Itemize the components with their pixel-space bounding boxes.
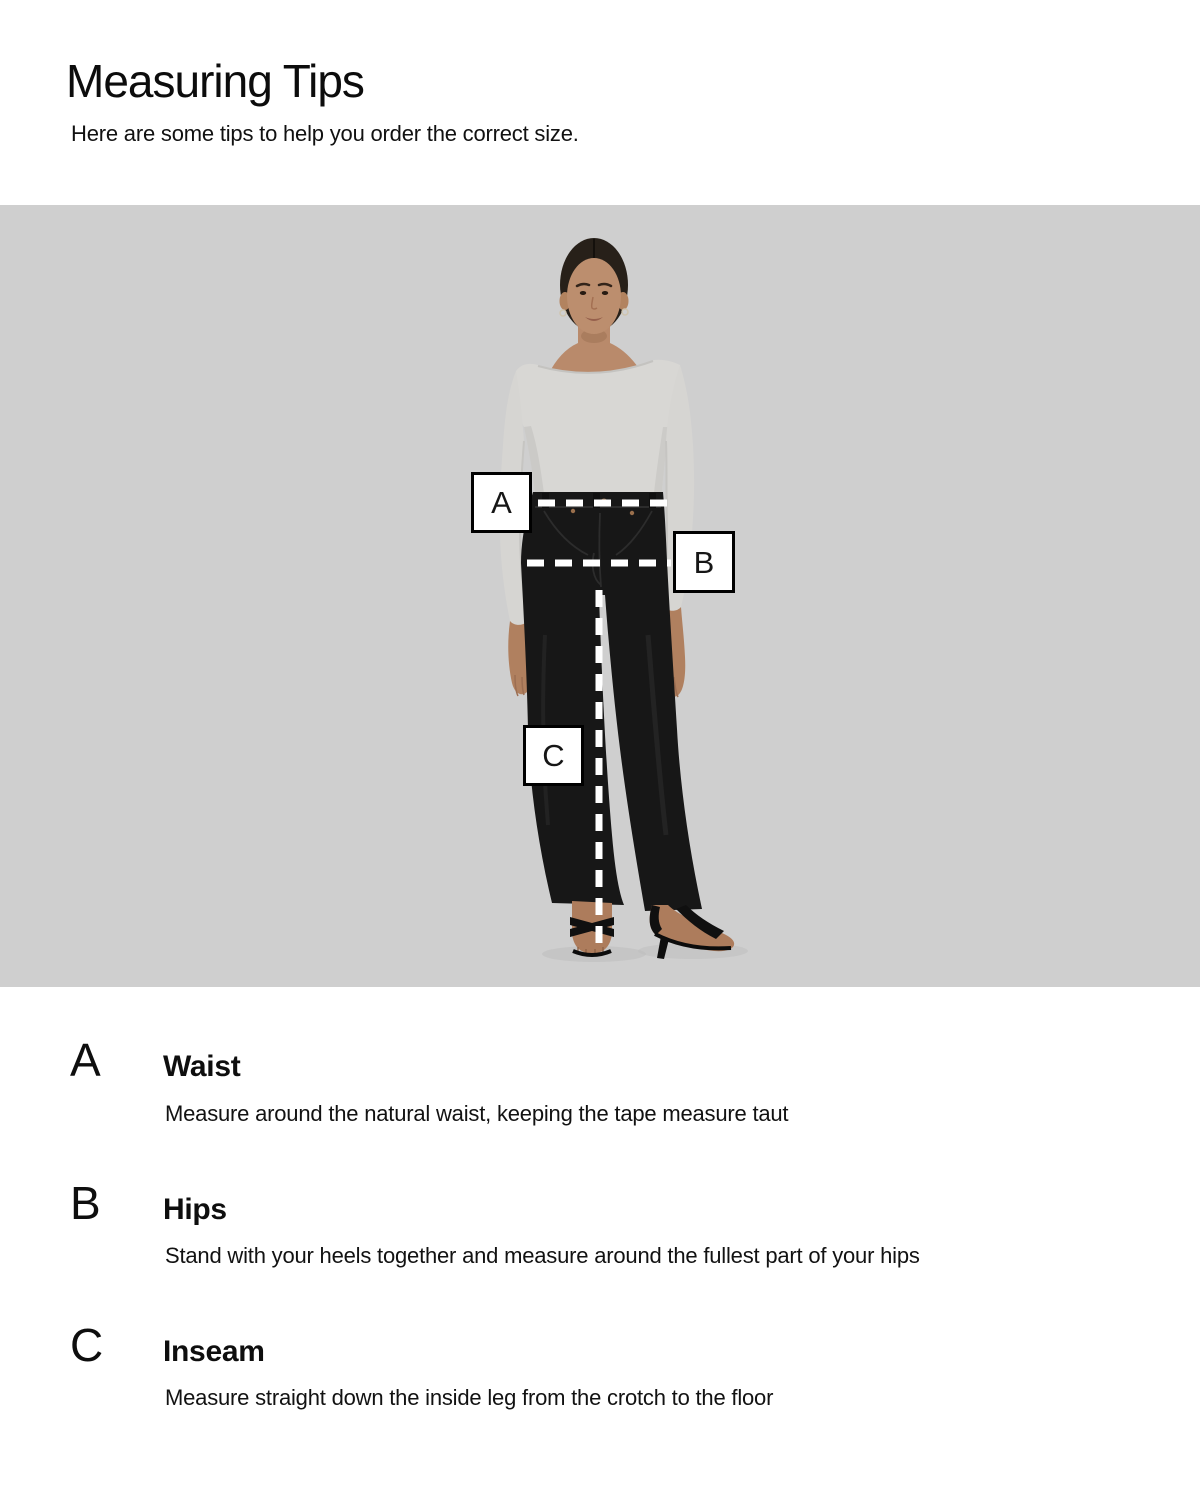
tip-name: Waist bbox=[163, 1050, 241, 1083]
right-eye bbox=[602, 291, 608, 295]
tip-name: Hips bbox=[163, 1193, 227, 1226]
model-illustration bbox=[0, 205, 1200, 987]
tip-description: Measure straight down the inside leg from the crotch to the floor bbox=[165, 1385, 774, 1410]
tip-letter: B bbox=[70, 1177, 101, 1229]
figure-label-letter: C bbox=[542, 738, 565, 773]
left-eye bbox=[580, 291, 586, 295]
figure-label-waist bbox=[471, 472, 532, 533]
figure-label-hips bbox=[673, 531, 735, 593]
tip-letter: A bbox=[70, 1034, 101, 1086]
figure-label-letter: B bbox=[693, 544, 715, 580]
page-subtitle: Here are some tips to help you order the correct size. bbox=[71, 121, 579, 146]
tip-description: Stand with your heels together and measure around the fullest part of your hips bbox=[165, 1243, 920, 1268]
rivet bbox=[571, 509, 575, 513]
rivet bbox=[630, 511, 634, 515]
model-face bbox=[567, 258, 621, 334]
tip-name: Inseam bbox=[163, 1335, 265, 1368]
tip-row-inseam bbox=[70, 1320, 265, 1382]
tip-row-hips bbox=[70, 1178, 227, 1240]
model-photo-section bbox=[0, 205, 1200, 987]
figure-label-inseam bbox=[523, 725, 584, 786]
figure-label-letter: A bbox=[491, 485, 512, 520]
tip-description: Measure around the natural waist, keeping the tape measure taut bbox=[165, 1101, 789, 1126]
tip-letter: C bbox=[70, 1319, 103, 1371]
tip-row-waist bbox=[70, 1035, 240, 1097]
page-title: Measuring Tips bbox=[66, 55, 364, 107]
